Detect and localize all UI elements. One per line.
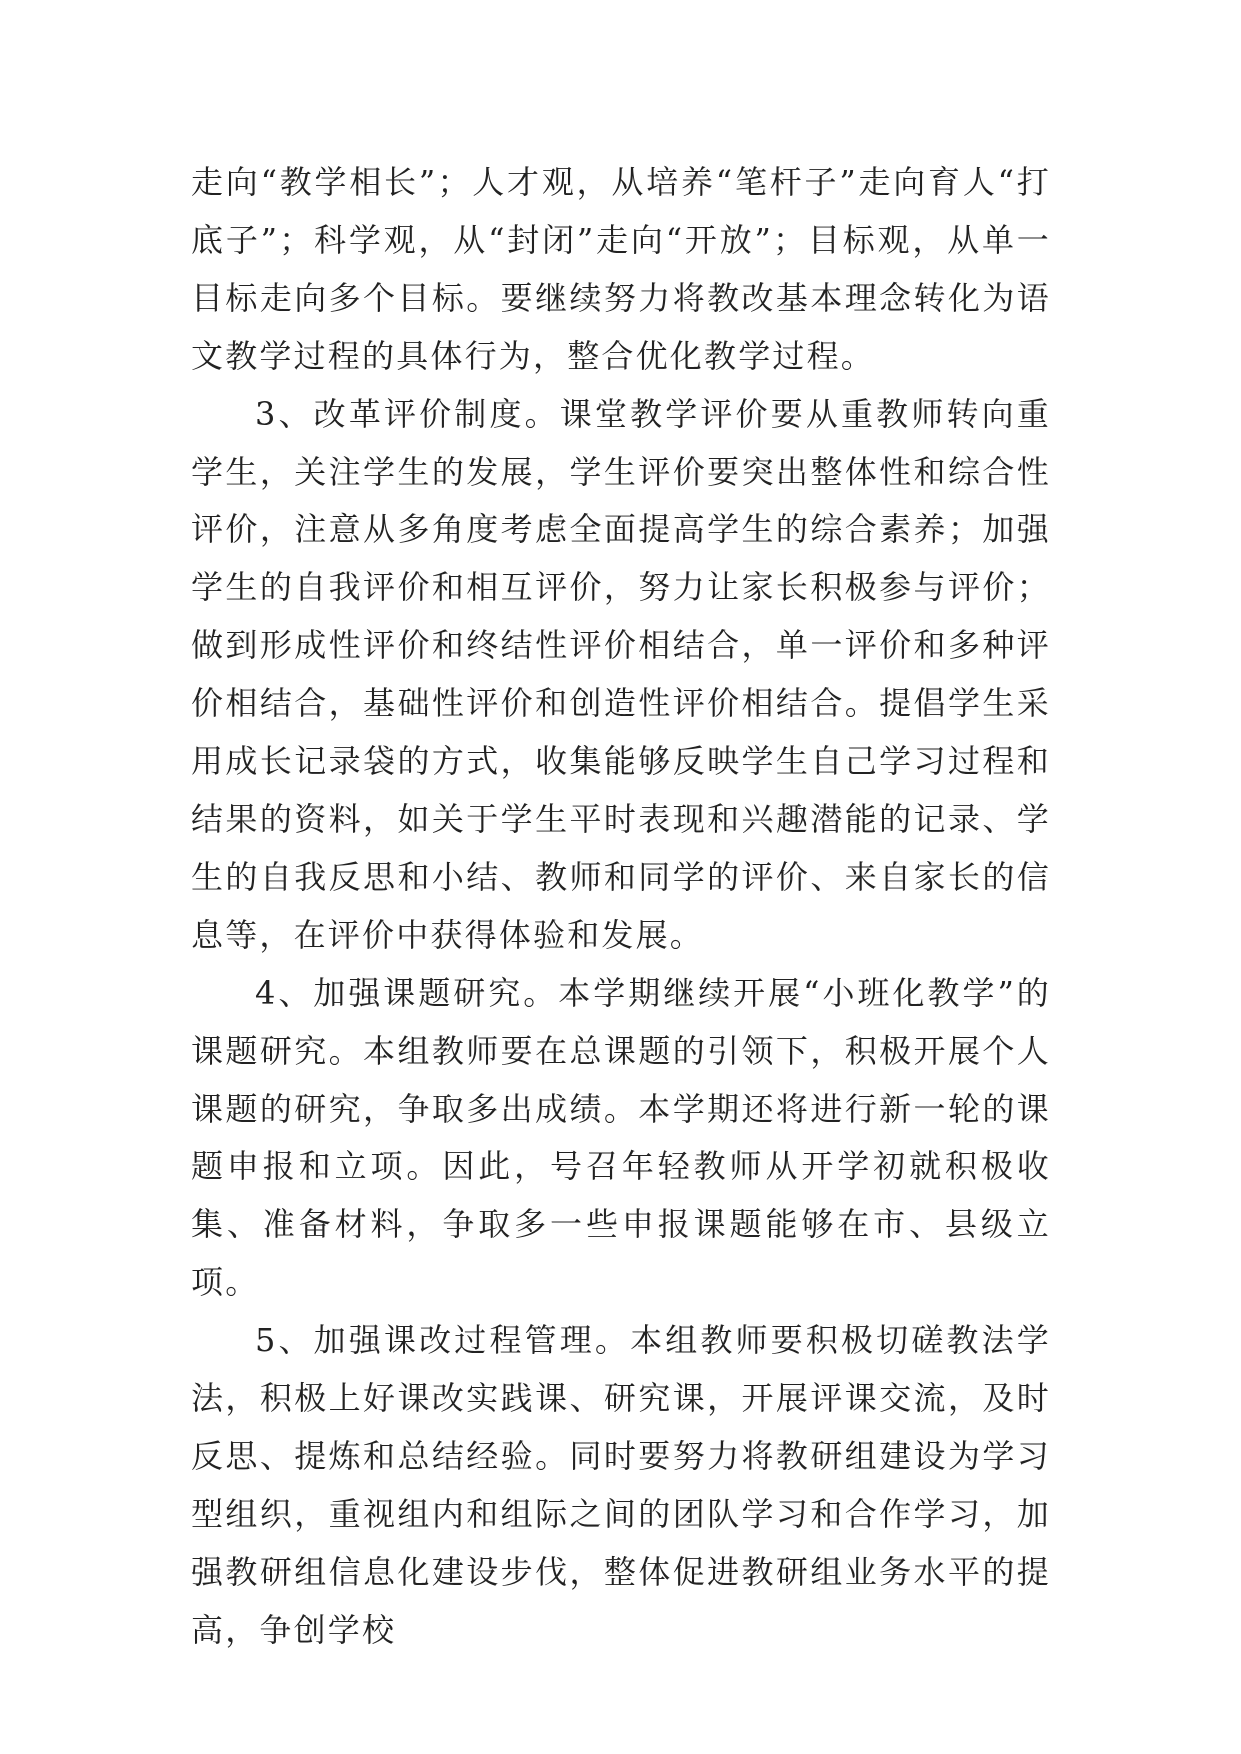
paragraph-continuation: 走向“教学相长”；人才观，从培养“笔杆子”走向育人“打底子”；科学观，从“封闭”走向“开放”；目标观，从单一目标走向多个目标。要继续努力将教改基本理念转化为语文教学过程的具体行为，整合优化教学过程。 [191, 163, 1051, 375]
paragraph-evaluation-reform: 3、改革评价制度。课堂教学评价要从重教师转向重学生，关注学生的发展，学生评价要突出整体性和综合性评价，注意从多角度考虑全面提高学生的综合素养；加强学生的自我评价和相互评价，努力让家长积极参与评价；做到形成性评价和终结性评价相结合，单一评价和多种评价相结合，基础性评价和创造性评价相结合。提倡学生采用成长记录袋的方式，收集能够反映学生自己学习过程和结果的资料，如关于学生平时表现和兴趣潜能的记录、学生的自我反思和小结、教师和同学的评价、来自家长的信息等，在评价中获得体验和发展。 [191, 394, 1051, 954]
paragraph-research-topics: 4、加强课题研究。本学期继续开展“小班化教学”的课题研究。本组教师要在总课题的引领下，积极开展个人课题的研究，争取多出成绩。本学期还将进行新一轮的课题申报和立项。因此，号召年轻教师从开学初就积极收集、准备材料，争取多一些申报课题能够在市、县级立项。 [191, 973, 1051, 1302]
paragraph-process-management: 5、加强课改过程管理。本组教师要积极切磋教法学法，积极上好课改实践课、研究课，开展评课交流，及时反思、提炼和总结经验。同时要努力将教研组建设为学习型组织，重视组内和组际之间的团队学习和合作学习，加强教研组信息化建设步伐，整体促进教研组业务水平的提高，争创学校 [191, 1321, 1051, 1649]
document-body [191, 154, 1051, 1660]
